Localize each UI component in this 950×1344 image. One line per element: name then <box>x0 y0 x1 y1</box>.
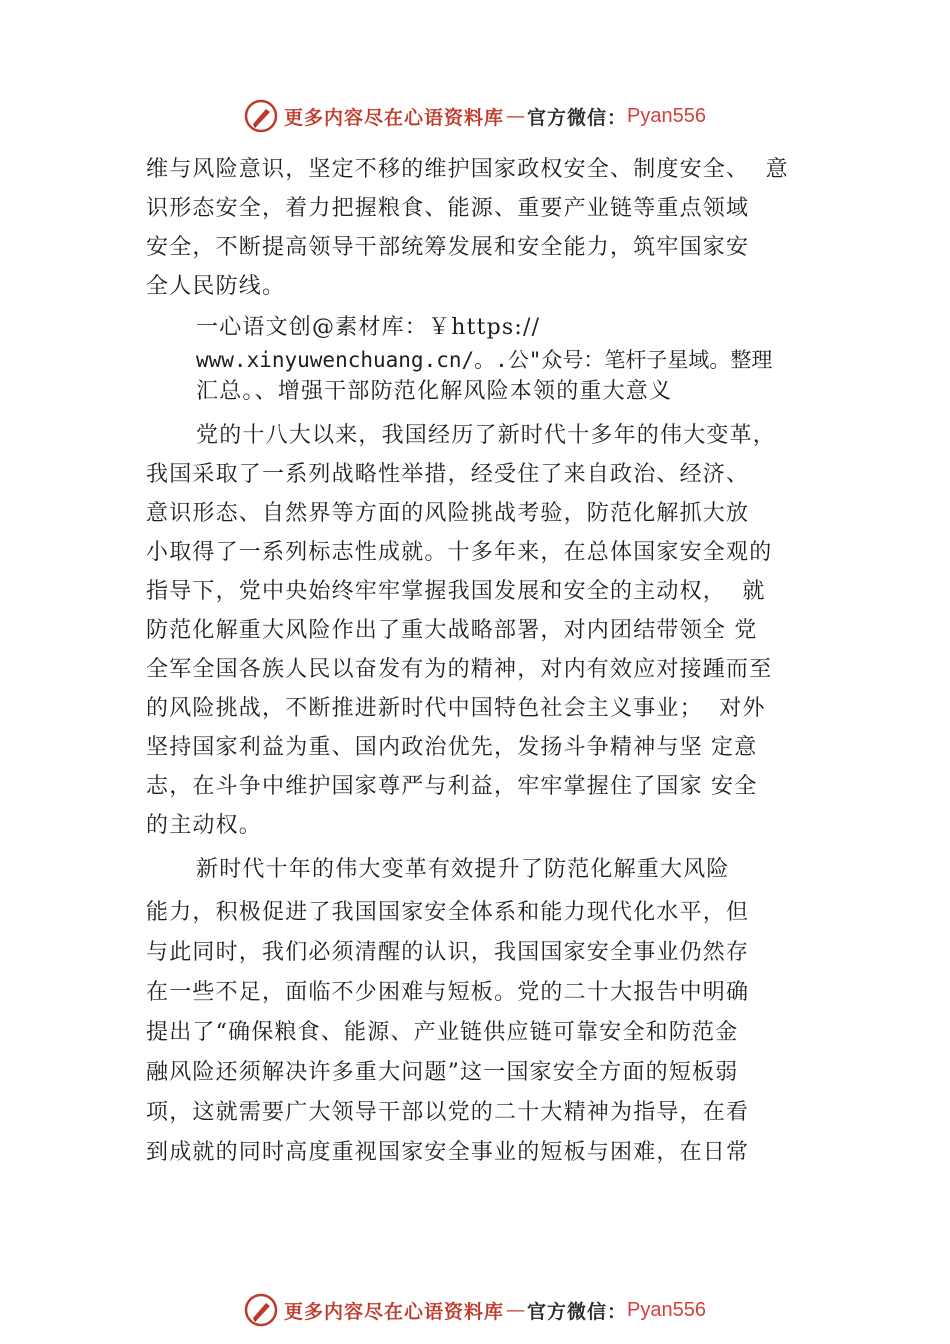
body-line: 的风险挑战，不断推进新时代中国特色社会主义事业； 对外 <box>146 696 766 721</box>
body-line: 项，这就需要广大领导干部以党的二十大精神为指导，在看 <box>146 1100 750 1125</box>
pen-logo-icon <box>244 99 278 133</box>
body-line: 新时代十年的伟大变革有效提升了防范化解重大风险 <box>196 857 730 882</box>
body-line: 识形态安全，着力把握粮食、能源、重要产业链等重点领域 <box>146 196 750 221</box>
body-line: 融风险还须解决许多重大问题”这一国家安全方面的短板弱 <box>146 1060 739 1085</box>
pen-logo-icon <box>244 1293 278 1327</box>
section-heading: 汇总。、增强干部防范化解风险本领的重大意义 <box>196 379 673 404</box>
footer-dash: — <box>506 1299 526 1321</box>
body-line: 意识形态、自然界等方面的风险挑战考验，防范化解抓大放 <box>146 501 750 526</box>
body-line: 小取得了一系列标志性成就。十多年来，在总体国家安全观的 <box>146 540 773 565</box>
body-line: 全人民防线。 <box>146 274 286 299</box>
body-line: 与此同时，我们必须清醒的认识，我国国家安全事业仍然存 <box>146 940 750 965</box>
body-line-source: www.xinyuwenchuang.cn/。.公"众号：笔杆子星域。整理 <box>196 348 773 372</box>
body-line: 能力，积极促进了我国国家安全体系和能力现代化水平，但 <box>146 900 750 925</box>
header-wechat-label: 官方微信： <box>527 106 628 129</box>
body-line: 我国采取了一系列战略性举措，经受住了来自政治、经济、 <box>146 462 750 487</box>
header-wechat-id: Pyan556 <box>627 104 706 127</box>
body-line: 防范化解重大风险作出了重大战略部署，对内团结带领全 党 <box>146 618 758 643</box>
body-line: 到成就的同时高度重视国家安全事业的短板与困难，在日常 <box>146 1140 750 1165</box>
body-line: 安全，不断提高领导干部统筹发展和安全能力，筑牢国家安 <box>146 235 750 260</box>
body-line: 指导下，党中央始终牢牢掌握我国发展和安全的主动权， 就 <box>146 579 766 604</box>
body-line: 维与风险意识，坚定不移的维护国家政权安全、制度安全、 意 <box>146 157 789 182</box>
footer-wechat-id: Pyan556 <box>627 1298 706 1321</box>
footer-watermark <box>0 1290 950 1330</box>
footer-brand: 更多内容尽在心语资料库 <box>284 1300 505 1323</box>
header-brand: 更多内容尽在心语资料库 <box>284 106 505 129</box>
body-line: 党的十八大以来，我国经历了新时代十多年的伟大变革， <box>196 423 777 448</box>
body-line: 的主动权。 <box>146 813 263 838</box>
footer-wechat-label: 官方微信： <box>527 1300 628 1323</box>
body-line: 志，在斗争中维护国家尊严与利益，牢牢掌握住了国家 安全 <box>146 774 758 799</box>
body-line: 提出了“确保粮食、能源、产业链供应链可靠安全和防范金 <box>146 1020 739 1045</box>
body-line: 全军全国各族人民以奋发有为的精神，对内有效应对接踵而至 <box>146 657 773 682</box>
body-line: 在一些不足，面临不少困难与短板。党的二十大报告中明确 <box>146 980 750 1005</box>
body-line: 坚持国家利益为重、国内政治优先，发扬斗争精神与坚 定意 <box>146 735 758 760</box>
header-watermark <box>0 96 950 136</box>
body-line-source: 一心语文创@素材库：￥https:// <box>196 315 541 340</box>
header-dash: — <box>506 105 526 127</box>
